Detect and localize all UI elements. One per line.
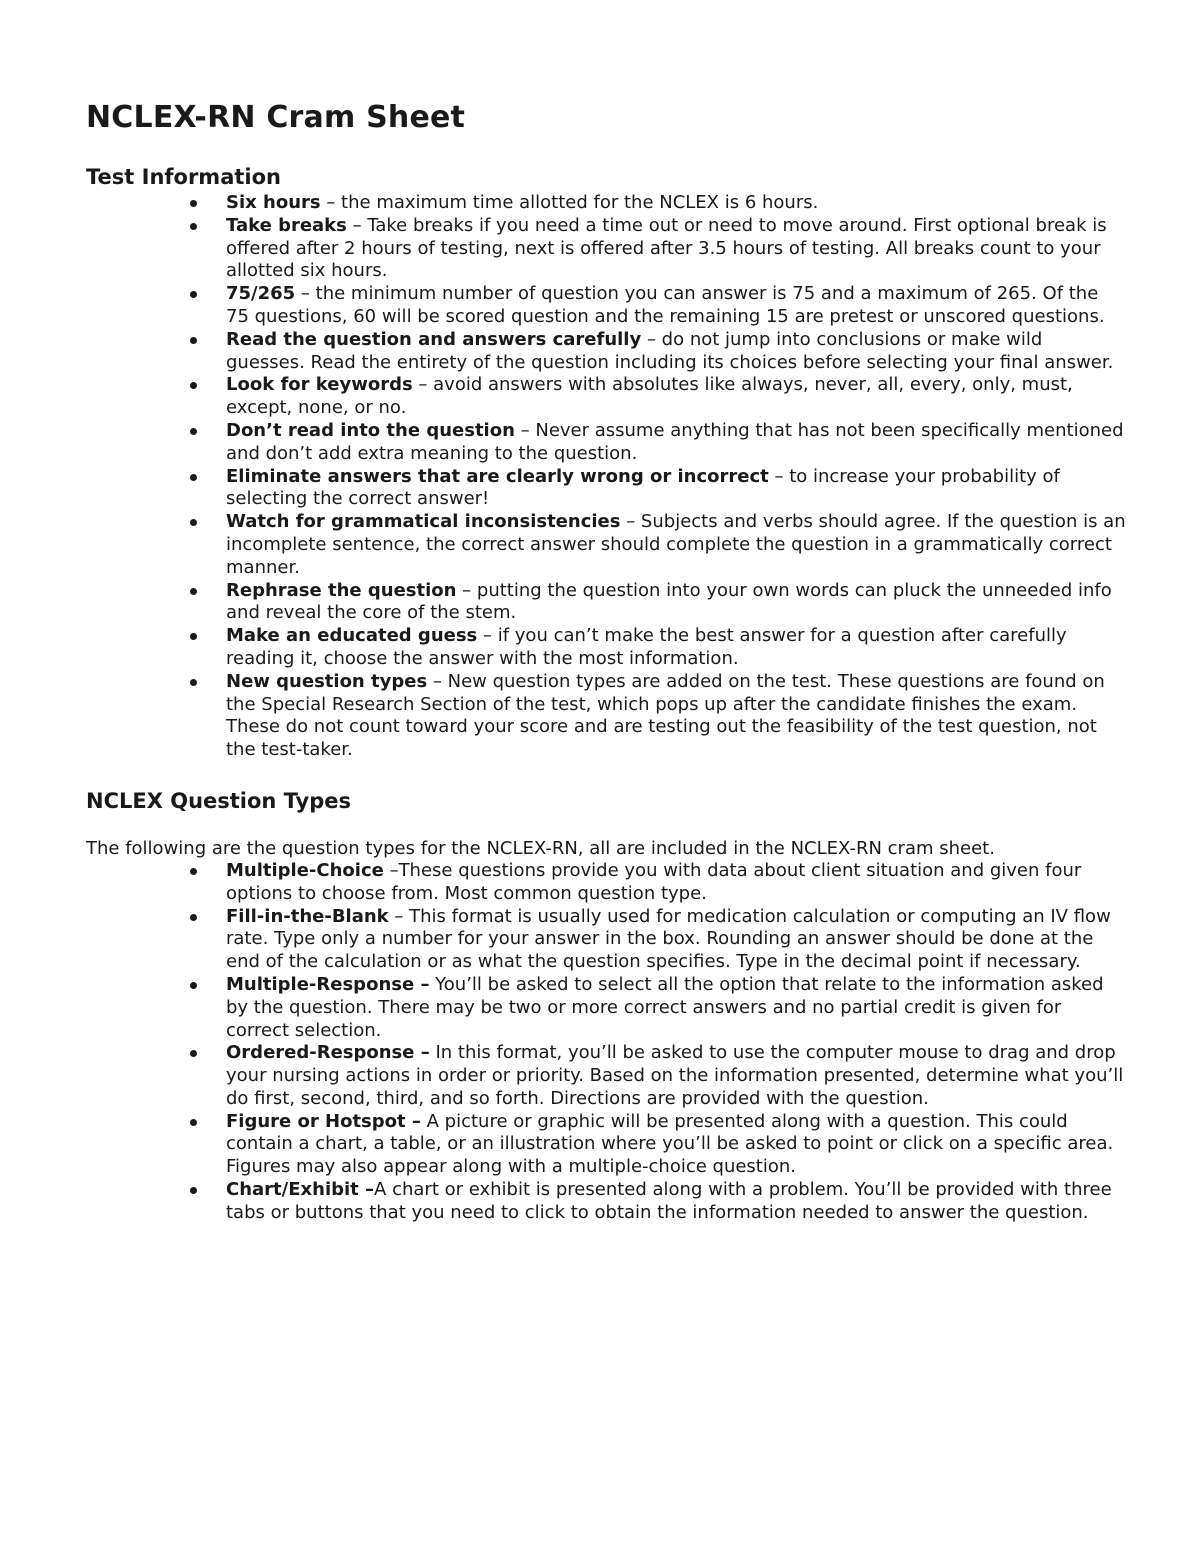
item-term: Rephrase the question (226, 579, 457, 601)
item-term: Ordered-Response – (226, 1042, 430, 1064)
item-term: Eliminate answers that are clearly wrong or incorrect (226, 465, 769, 487)
item-term: Multiple-Response – (226, 973, 430, 995)
item-text: – avoid answers with absolutes like always, never, all, every, only, must, except, none, or no. (226, 374, 1073, 419)
item-text: – putting the question into your own words can pluck the unneeded info and reveal the core of the stem. (226, 579, 1112, 624)
item-term: Watch for grammatical inconsistencies (226, 511, 621, 533)
item-term: Look for keywords (226, 374, 413, 396)
test-information-list (86, 192, 1126, 762)
item-term: Don’t read into the question (226, 419, 515, 441)
list-item (86, 1179, 1126, 1225)
item-term: Figure or Hotspot – (226, 1110, 421, 1132)
item-term: New question types (226, 670, 428, 692)
list-item (86, 906, 1126, 974)
list-item (86, 1111, 1126, 1179)
list-item (86, 329, 1126, 375)
item-text: You’ll be asked to select all the option that relate to the information asked by the question. There may be two or more correct answers and no partial credit is given for correct selection. (226, 973, 1104, 1041)
list-item (86, 511, 1126, 579)
page-title: NCLEX-RN Cram Sheet (86, 100, 466, 135)
list-item (86, 671, 1126, 762)
item-term: Multiple-Choice (226, 859, 384, 881)
list-item (86, 1042, 1126, 1110)
item-term: Read the question and answers carefully (226, 328, 642, 350)
list-item (86, 420, 1126, 466)
item-text: – the maximum time allotted for the NCLEX is 6 hours. (320, 192, 819, 213)
list-item (86, 374, 1126, 420)
item-term: Fill-in-the-Blank (226, 905, 389, 927)
list-item (86, 974, 1126, 1042)
item-text: – Never assume anything that has not been specifically mentioned and don’t add extra meaning to the question. (226, 419, 1124, 464)
list-item (86, 192, 1126, 215)
item-text: – if you can’t make the best answer for a question after carefully reading it, choose the answer with the most information. (226, 625, 1067, 669)
item-text: – New question types are added on the test. These questions are found on the Special Research Section of the test, which pops up after the candidate finishes the exam. These do not count toward your score and are testing out the feasibility of the test question, not the test-taker. (226, 670, 1105, 761)
item-term: Six hours (226, 192, 321, 213)
list-item (86, 580, 1126, 626)
section-heading-test-information: Test Information (86, 165, 281, 189)
list-item (86, 625, 1126, 671)
item-text: – This format is usually used for medication calculation or computing an IV flow rate. Type only a number for your answer in the box. Rounding an answer should be done at the end of the calculation or as what the question specifies. Type in the decimal point if necessary. (226, 905, 1111, 973)
item-text: – to increase your probability of selecting the correct answer! (226, 465, 1060, 510)
item-text: In this format, you’ll be asked to use the computer mouse to drag and drop your nursing actions in order or priority. Based on the information presented, determine what you’ll do first, second, third, and so forth. Directions are provided with the question. (226, 1042, 1124, 1109)
item-term: Take breaks (226, 214, 347, 236)
item-text: – Take breaks if you need a time out or need to move around. First optional break is offered after 2 hours of testing, next is offered after 3.5 hours of testing. All breaks count to your allotted six hours. (226, 214, 1107, 282)
list-item (86, 215, 1126, 283)
item-text: – the minimum number of question you can answer is 75 and a maximum of 265. Of the 75 questions, 60 will be scored question and the remaining 15 are pretest or unscored questions. (226, 283, 1105, 327)
item-text: – Subjects and verbs should agree. If the question is an incomplete sentence, the correct answer should complete the question in a grammatically correct manner. (226, 511, 1126, 578)
list-item (86, 860, 1126, 906)
item-term: 75/265 (226, 283, 296, 305)
item-text: – do not jump into conclusions or make wild guesses. Read the entirety of the question including its choices before selecting your final answer. (226, 328, 1114, 373)
list-item (86, 283, 1126, 329)
question-types-intro: The following are the question types for the NCLEX-RN, all are included in the NCLEX-RN cram sheet. (86, 837, 995, 859)
item-text: A picture or graphic will be presented along with a question. This could contain a chart, a table, or an illustration where you’ll be asked to point or click on a specific area. Figures may also appear along with a multiple-choice question. (226, 1110, 1114, 1178)
document-page (86, 98, 1126, 1225)
item-text: –These questions provide you with data about client situation and given four options to choose from. Most common question type. (226, 859, 1082, 904)
item-term: Chart/Exhibit – (226, 1179, 375, 1201)
item-term: Make an educated guess (226, 625, 478, 647)
item-text: A chart or exhibit is presented along with a problem. You’ll be provided with three tabs or buttons that you need to click to obtain the information needed to answer the question. (226, 1179, 1112, 1223)
list-item (86, 466, 1126, 512)
section-heading-question-types: NCLEX Question Types (86, 788, 351, 813)
question-types-list (86, 860, 1126, 1225)
